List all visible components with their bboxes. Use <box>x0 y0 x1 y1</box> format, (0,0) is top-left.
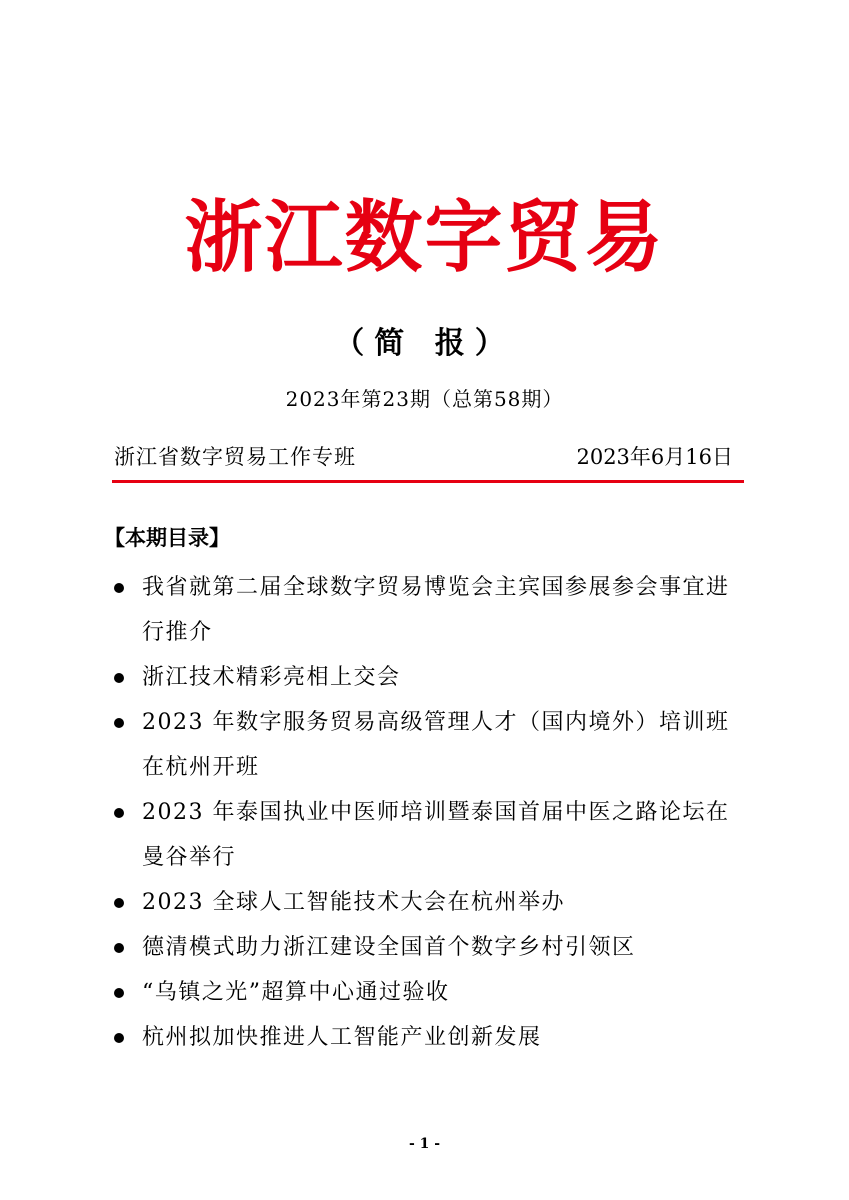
toc-item <box>112 1015 752 1060</box>
bullet-icon <box>114 673 124 683</box>
toc-item <box>112 565 752 655</box>
masthead-title: 浙江数字贸易 <box>184 192 665 283</box>
document-subtitle: （简 报） <box>334 326 515 361</box>
toc-item <box>112 925 752 970</box>
bullet-icon <box>114 898 124 908</box>
toc-item <box>112 790 752 880</box>
toc-item <box>112 655 752 700</box>
bullet-icon <box>114 988 124 998</box>
bullet-icon <box>114 583 124 593</box>
toc-item-text: “乌镇之光”超算中心通过验收 <box>142 980 450 1005</box>
publication-date: 2023年6月16日 <box>576 445 733 469</box>
bullet-icon <box>114 1033 124 1043</box>
issue-number: 2023年第23期（总第58期） <box>285 387 564 411</box>
issuing-organization: 浙江省数字贸易工作专班 <box>114 445 356 469</box>
toc-item-text: 杭州拟加快推进人工智能产业创新发展 <box>142 1025 542 1050</box>
toc-item-text: 2023 年数字服务贸易高级管理人才（国内境外）培训班在杭州开班 <box>142 710 730 780</box>
toc-heading: 【本期目录】 <box>104 526 230 550</box>
toc-item <box>112 970 752 1015</box>
toc-item-text: 2023 年泰国执业中医师培训暨泰国首届中医之路论坛在曼谷举行 <box>142 800 730 870</box>
header-divider <box>112 480 744 483</box>
table-of-contents <box>112 565 752 1060</box>
toc-item-text: 2023 全球人工智能技术大会在杭州举办 <box>142 890 565 915</box>
bullet-icon <box>114 943 124 953</box>
toc-item-text: 德清模式助力浙江建设全国首个数字乡村引领区 <box>142 935 636 960</box>
bullet-icon <box>114 808 124 818</box>
toc-item-text: 我省就第二届全球数字贸易博览会主宾国参展参会事宜进行推介 <box>142 575 730 645</box>
toc-item <box>112 700 752 790</box>
page-number: - 1 - <box>408 1136 441 1152</box>
bullet-icon <box>114 718 124 728</box>
toc-item <box>112 880 752 925</box>
toc-item-text: 浙江技术精彩亮相上交会 <box>142 665 401 690</box>
